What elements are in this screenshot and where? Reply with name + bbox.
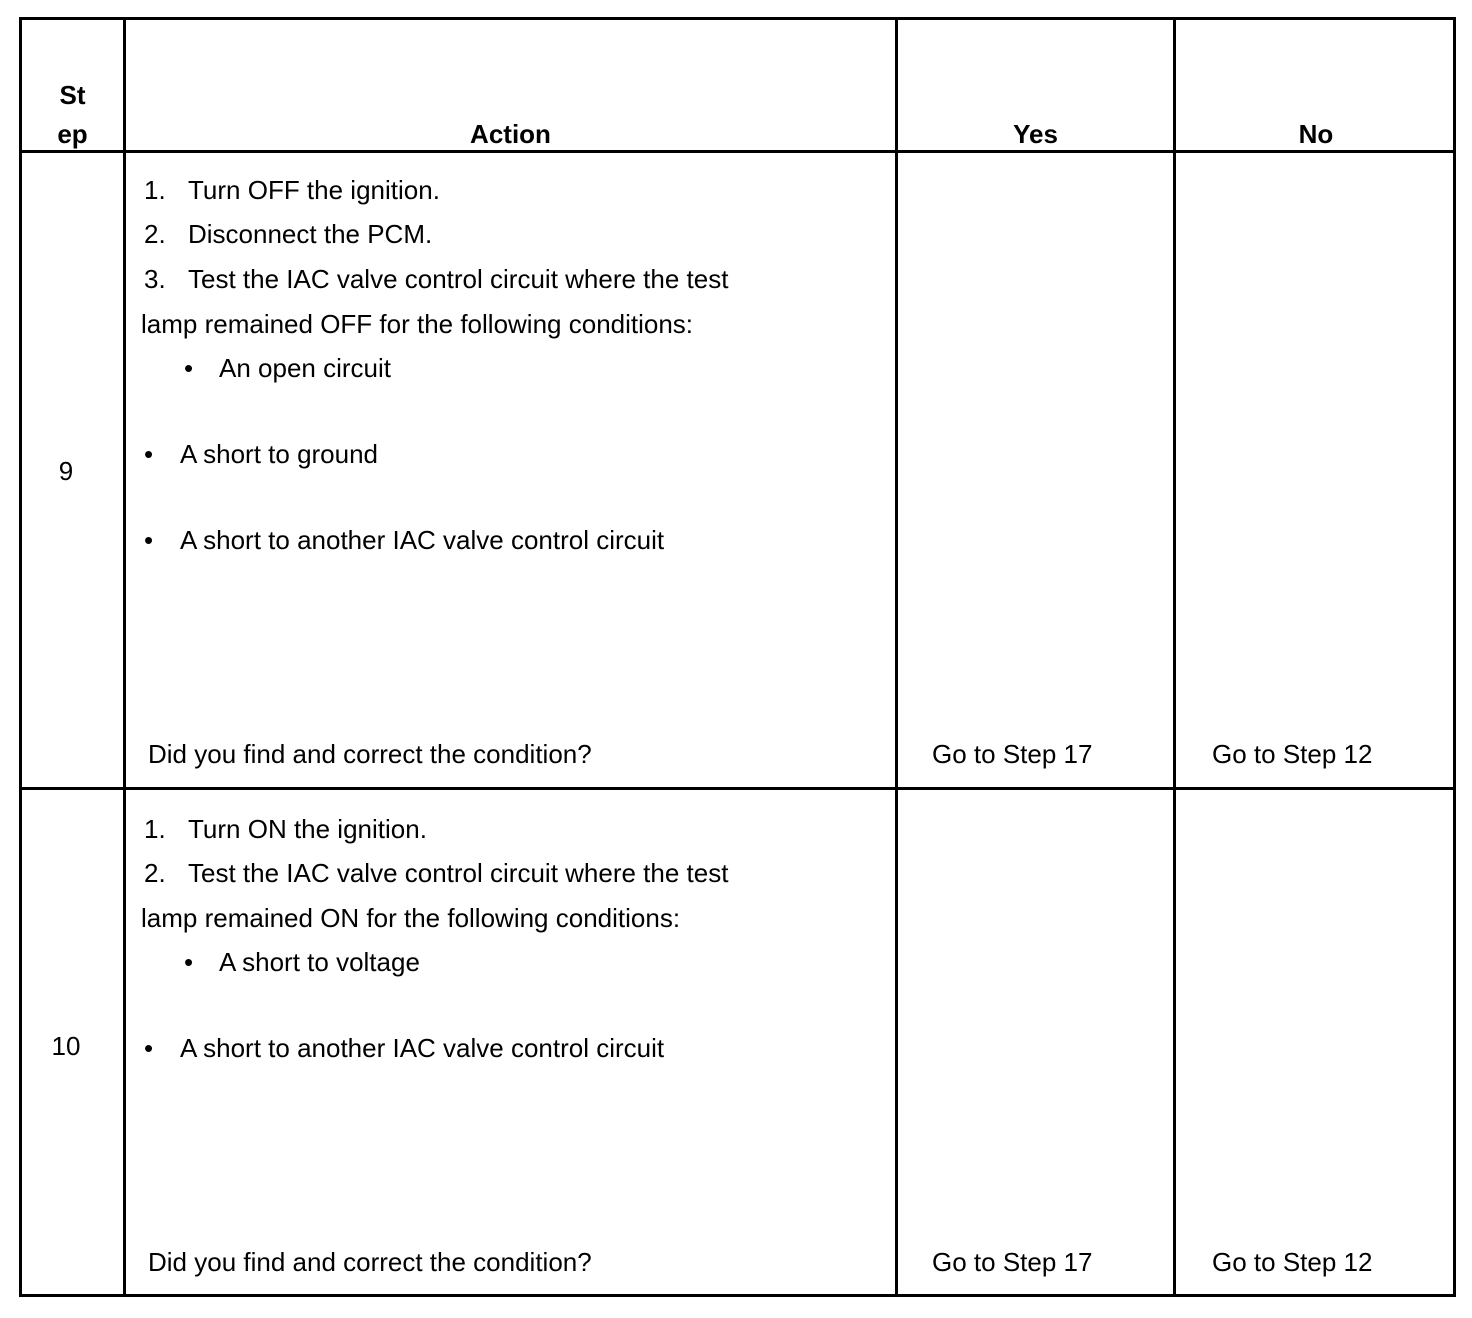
action-line: Disconnect the PCM. (188, 219, 433, 249)
bullet-item: An open circuit (219, 353, 391, 383)
column-divider (123, 20, 126, 1294)
yes-action: Go to Step 17 (932, 1247, 1093, 1277)
column-divider (895, 20, 898, 1294)
bullet-item: A short to another IAC valve control circuit (180, 525, 665, 555)
diagnostic-table (19, 17, 1456, 1297)
bullet-icon: • (184, 947, 194, 977)
no-action: Go to Step 12 (1212, 739, 1373, 769)
header-step-line1: St (59, 80, 86, 110)
column-divider (1173, 20, 1176, 1294)
question-text: Did you find and correct the condition? (148, 739, 592, 769)
header-no: No (1298, 119, 1334, 149)
list-number: 1. (144, 175, 166, 205)
step-number: 10 (51, 1031, 81, 1061)
row-divider (22, 787, 1453, 790)
no-action: Go to Step 12 (1212, 1247, 1373, 1277)
action-line: Turn OFF the ignition. (188, 175, 440, 205)
bullet-item: A short to voltage (219, 947, 420, 977)
header-step-line2: ep (57, 119, 88, 149)
bullet-icon: • (144, 525, 154, 555)
action-line: Test the IAC valve control circuit where the test (188, 264, 729, 294)
bullet-item: A short to ground (180, 439, 379, 469)
action-line: Test the IAC valve control circuit where the test (188, 858, 729, 888)
header-divider (22, 150, 1453, 153)
action-line: lamp remained ON for the following conditions: (141, 903, 681, 933)
bullet-icon: • (144, 1033, 154, 1063)
bullet-item: A short to another IAC valve control circuit (180, 1033, 665, 1063)
step-number: 9 (58, 456, 74, 486)
question-text: Did you find and correct the condition? (148, 1247, 592, 1277)
header-action: Action (470, 119, 551, 149)
list-number: 1. (144, 814, 166, 844)
action-line: lamp remained OFF for the following conditions: (141, 309, 694, 339)
list-number: 3. (144, 264, 166, 294)
list-number: 2. (144, 858, 166, 888)
bullet-icon: • (184, 353, 194, 383)
action-line: Turn ON the ignition. (188, 814, 427, 844)
yes-action: Go to Step 17 (932, 739, 1093, 769)
header-yes: Yes (1013, 119, 1058, 149)
list-number: 2. (144, 219, 166, 249)
bullet-icon: • (144, 439, 154, 469)
